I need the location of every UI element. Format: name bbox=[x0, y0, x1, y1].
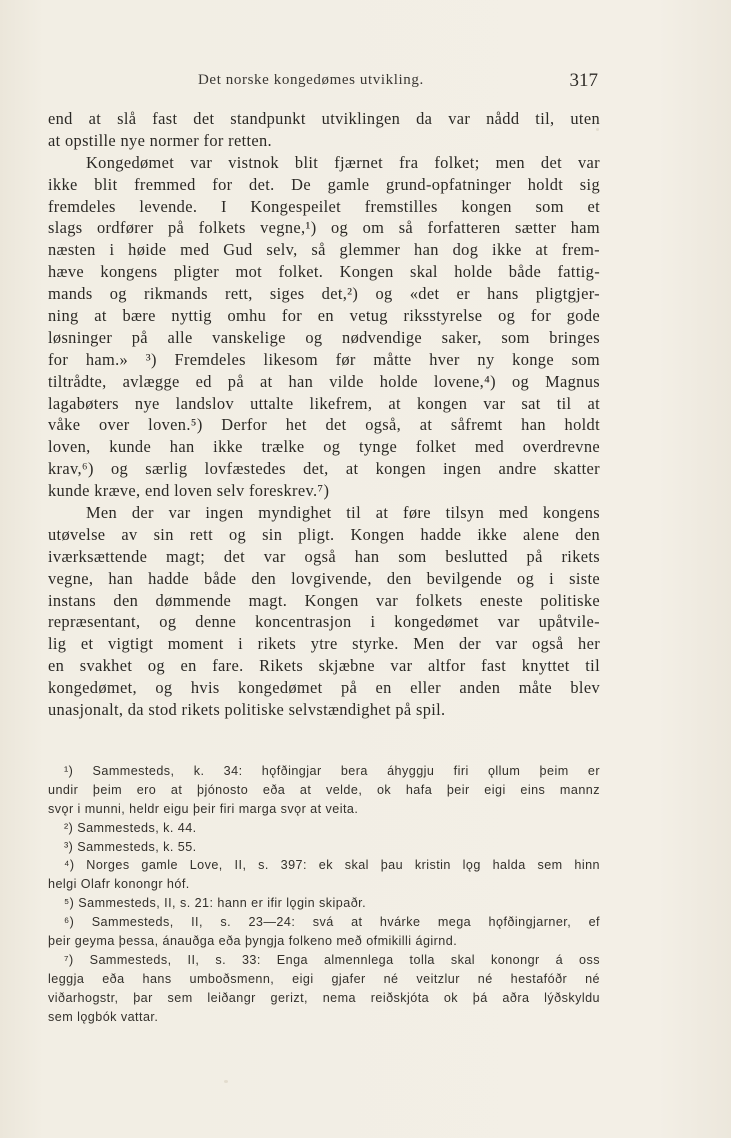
text-line: kunde kræve, end loven selv foreskrev.⁷) bbox=[48, 481, 330, 501]
footnote-line: viðarhogstr, þar sem leiðangr gerizt, nema reiðskjóta ok þá aðra lýðskyldu bbox=[48, 990, 600, 1005]
text-line: repræsentant, og denne koncentrasjon i kongedømet var upåtvile- bbox=[48, 612, 600, 632]
text-line: ikke blit fremmed for det. De gamle grund-opfatninger holdt sig bbox=[48, 174, 600, 194]
text-line: næsten i høide med Gud selv, så glemmer han dog ikke at frem- bbox=[48, 240, 600, 260]
text-line: at opstille nye normer for retten. bbox=[48, 130, 272, 150]
footnote-line: helgi Olafr konongr hóf. bbox=[48, 877, 190, 892]
text-line: Kongedømet var vistnok blit fjærnet fra folket; men det var bbox=[86, 152, 600, 172]
text-line: fremdeles levende. I Kongespeilet fremstilles kongen som et bbox=[48, 196, 600, 216]
footnote-line: ⁵) Sammesteds, II, s. 21: hann er ifir lǫgin skipaðr. bbox=[64, 896, 367, 911]
footnote-line: svǫr i munni, heldr eigu þeir firi marga svǫr at veita. bbox=[48, 801, 359, 816]
text-line: mands og rikmands rett, siges det,²) og «det er hans pligtgjer- bbox=[48, 284, 600, 304]
footnote-line: ¹) Sammesteds, k. 34: hǫfðingjar bera áhyggju firi ǫllum þeim er bbox=[64, 764, 600, 778]
text-line: Men der var ingen myndighet til at føre tilsyn med kongens bbox=[86, 503, 600, 523]
text-line: krav,⁶) og særlig lovfæstedes det, at kongen ingen andre skatter bbox=[48, 459, 600, 479]
running-title: Det norske kongedømes utvikling. bbox=[198, 72, 424, 88]
footnotes bbox=[48, 762, 600, 1026]
text-line: en svakhet og en fare. Rikets skjæbne var altfor fast knyttet til bbox=[48, 656, 600, 676]
text-line: kongedømet, og hvis kongedømet på en eller anden måte blev bbox=[48, 678, 600, 698]
text-line: iværksættende magt; det var også han som beslutted på rikets bbox=[48, 546, 600, 566]
main-text bbox=[48, 108, 600, 721]
text-line: hæve kongens pligter mot folket. Kongen skal holde både fattig- bbox=[48, 262, 600, 282]
text-line: utøvelse av sin rett og sin pligt. Kongen hadde ikke alene den bbox=[48, 524, 600, 544]
text-line: for ham.» ³) Fremdeles likesom før måtte hver ny konge som bbox=[48, 349, 600, 369]
page-number: 317 bbox=[569, 70, 598, 91]
footnote-line: ²) Sammesteds, k. 44. bbox=[64, 820, 197, 835]
text-line: våke over loven.⁵) Derfor het det også, at såfremt han holdt bbox=[48, 415, 600, 435]
footnote-line: þeir geyma þessa, ánauðga eða þyngja folkeno með ofmikilli ágirnd. bbox=[48, 934, 458, 949]
text-line: end at slå fast det standpunkt utviklingen da var nådd til, uten bbox=[48, 109, 600, 128]
footnote-line: ⁴) Norges gamle Love, II, s. 397: ek skal þau kristin lǫg halda sem hinn bbox=[64, 858, 600, 873]
footnote-line: undir þeim ero at þjónosto eða at velde, ok hafa þeir eigi eins mannz bbox=[48, 782, 600, 797]
footnote-line: ⁷) Sammesteds, II, s. 33: Enga almennlega tolla skal konongr á oss bbox=[64, 952, 600, 967]
text-line: lig et vigtigt moment i rikets ytre styrke. Men der var også her bbox=[48, 634, 600, 654]
footnote-line: ⁶) Sammesteds, II, s. 23—24: svá at hvárke mega hǫfðingjarner, ef bbox=[64, 915, 600, 930]
footnote-line: sem lǫgbók vattar. bbox=[48, 1009, 159, 1024]
footnote-line: leggja eða hans umboðsmenn, eigi gjafer né veitzlur né hestafóðr né bbox=[48, 971, 600, 986]
paper-stain bbox=[224, 1080, 228, 1083]
footnote-line: ³) Sammesteds, k. 55. bbox=[64, 839, 197, 854]
text-line: lagabøters nye landslov uttalte likefrem, at kongen var sat til at bbox=[48, 393, 600, 413]
page-header bbox=[48, 72, 600, 94]
text-line: ning at bære nyttig omhu for en vetug riksstyrelse og for gode bbox=[48, 306, 600, 326]
text-line: slags ordfører på folkets vegne,¹) og om så forfatteren sætter ham bbox=[48, 218, 600, 238]
text-line: vegne, han hadde både den lovgivende, den bevilgende og i siste bbox=[48, 568, 600, 588]
text-line: unasjonalt, da stod rikets politiske selvstændighet på spil. bbox=[48, 700, 446, 720]
text-line: instans den dømmende magt. Kongen var folkets eneste politiske bbox=[48, 590, 600, 610]
text-line: tiltrådte, avlægge ed på at han vilde holde lovene,⁴) og Magnus bbox=[48, 371, 600, 391]
text-line: loven, kunde han ikke trælke og tynge folket med overdrevne bbox=[48, 437, 600, 457]
text-line: løsninger på alle vanskelige og nødvendige saker, som bringes bbox=[48, 327, 600, 347]
